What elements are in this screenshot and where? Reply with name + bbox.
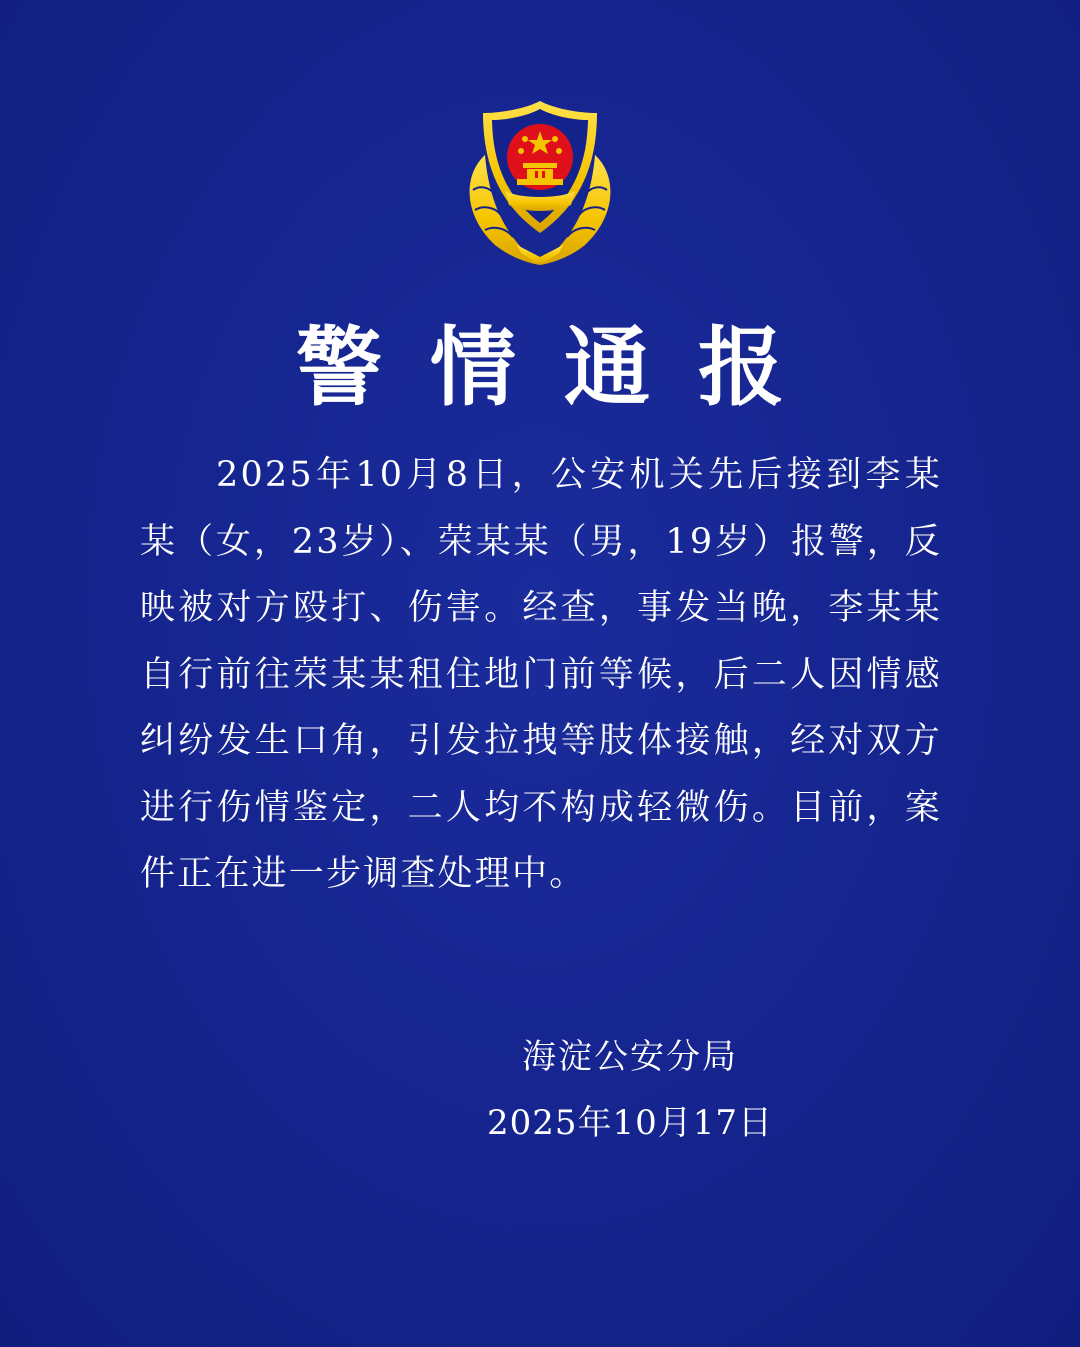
notice-title: 警情通报	[296, 317, 832, 418]
issuer-name: 海淀公安分局	[522, 1037, 738, 1077]
notice-body: 2025年10月8日，公安机关先后接到李某某（女，23岁）、荣某某（男，19岁）报警，反映被对方殴打、伤害。经查，事发当晚，李某某自行前往荣某某租住地门前等候，后二人因情感纠纷发生口角，引发拉拽等肢体接触，经对双方进行伤情鉴定，二人均不构成轻微伤。目前，案件正在进一步调查处理中。	[140, 455, 942, 894]
issue-date: 2025年10月17日	[486, 1103, 774, 1143]
police-emblem-icon	[455, 95, 625, 270]
